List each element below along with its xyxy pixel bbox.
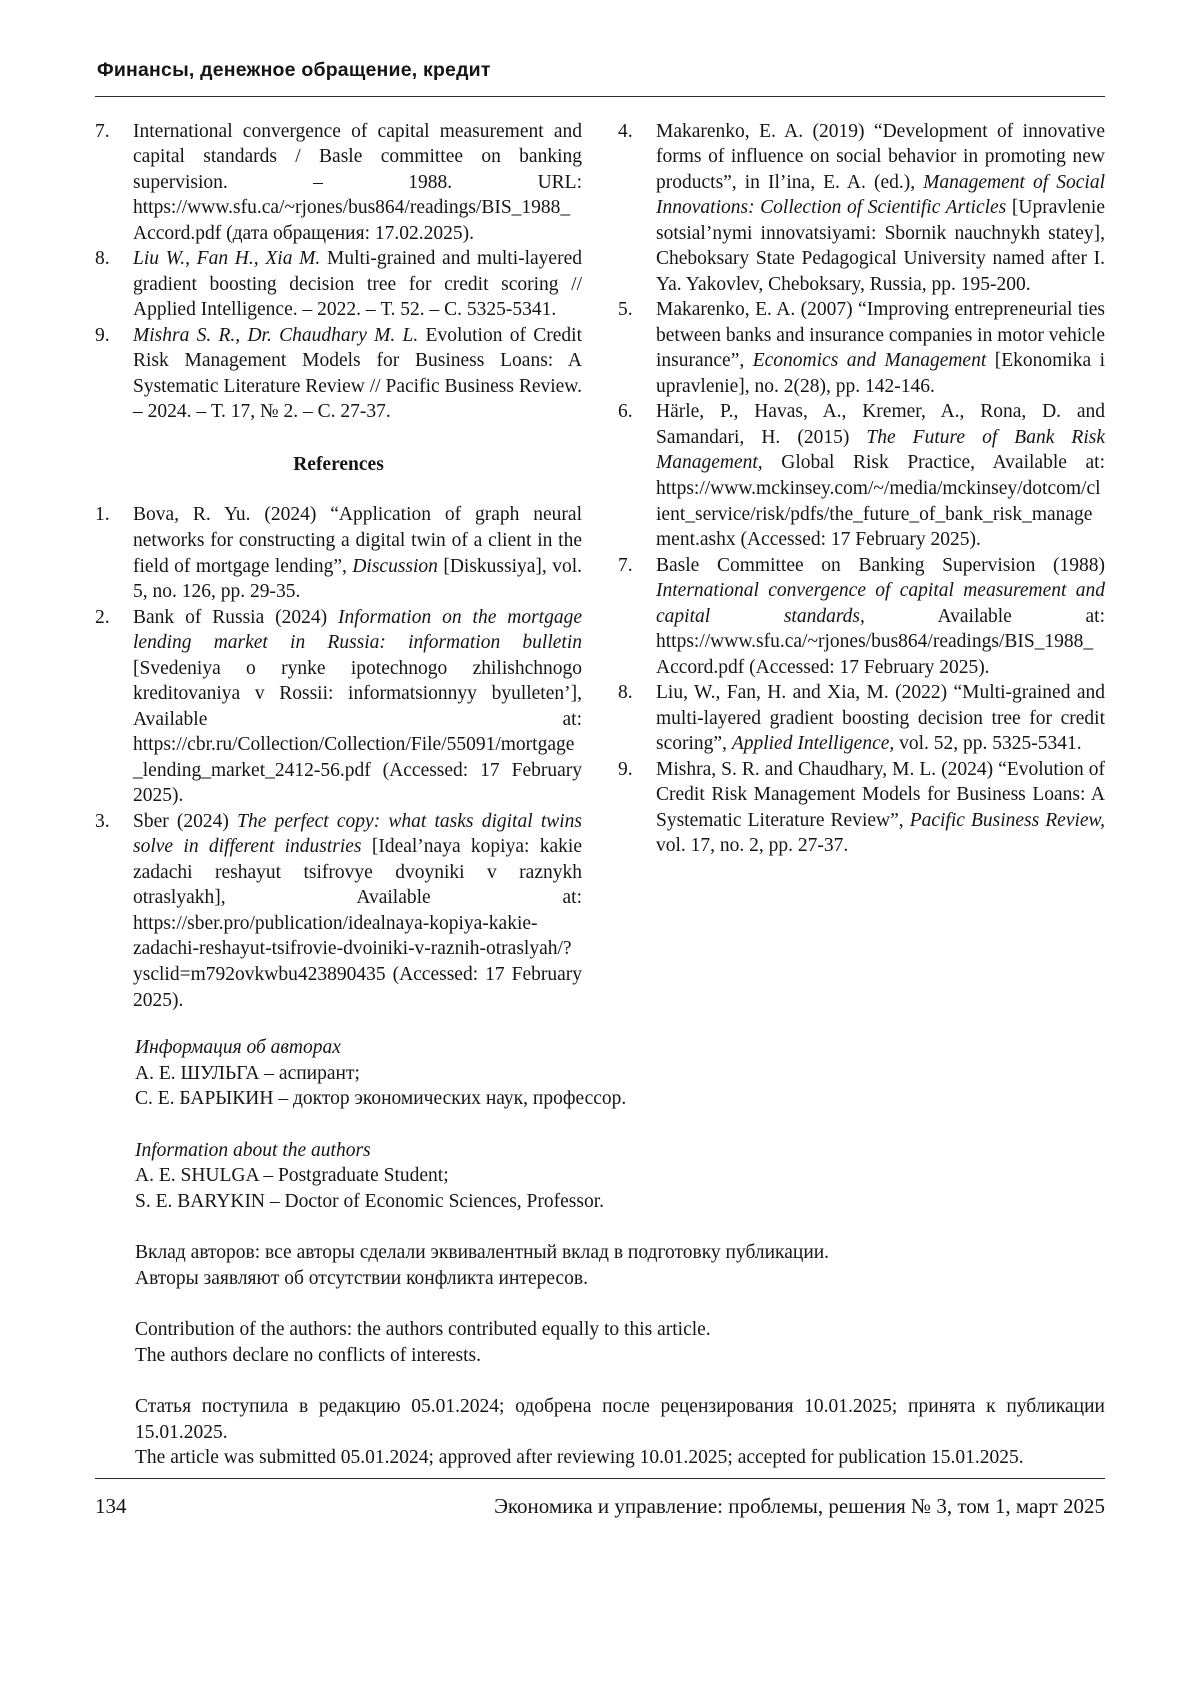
reference-text-segment: Makarenko, E. A. (2007) “Improving entrepreneurial ties between banks and insurance companies in motor vehicle insurance”, bbox=[656, 299, 1105, 372]
english-references-list-part2 bbox=[618, 119, 1105, 859]
reference-text bbox=[133, 119, 582, 247]
footer-row bbox=[95, 1493, 1105, 1521]
reference-text bbox=[656, 399, 1105, 552]
author-line: S. E. BARYKIN – Doctor of Economic Sciences, Professor. bbox=[135, 1190, 605, 1212]
reference-text bbox=[133, 323, 582, 425]
reference-text bbox=[656, 757, 1105, 859]
author-line: С. Е. БАРЫКИН – доктор экономических наук, профессор. bbox=[135, 1088, 627, 1110]
reference-text bbox=[133, 246, 582, 323]
authors-info-en bbox=[135, 1138, 1105, 1215]
reference-text bbox=[656, 297, 1105, 399]
reference-text-italic-segment: Applied Intelligence, bbox=[731, 733, 895, 755]
right-column bbox=[618, 119, 1105, 1014]
reference-text-italic-segment: Liu W., Fan H., Xia M. bbox=[133, 248, 321, 270]
reference-text-segment: vol. 17, no. 2, pp. 27-37. bbox=[656, 835, 849, 857]
reference-text-segment: Makarenko, E. A. (2019) “Development of innovative forms of influence on social behavior in promoting new products”, in Il’ina, E. A. (ed.), bbox=[656, 120, 1105, 193]
reference-text-segment: [Upravlenie sotsial’nymi innovatsiyami: Sbornik nauchnykh statey], Cheboksary State Pedagogical University named after I. Ya. Yakovlev, Cheboksary, Russia, pp. 195-200. bbox=[656, 197, 1105, 295]
reference-item bbox=[618, 757, 1105, 859]
back-matter bbox=[135, 1035, 1105, 1471]
reference-number: 8. bbox=[618, 682, 633, 704]
reference-text bbox=[656, 553, 1105, 681]
contribution-ru bbox=[135, 1240, 1105, 1291]
reference-text-segment: [Ekonomika i upravlenie], no. 2(28), pp. 142-146. bbox=[656, 350, 1105, 397]
reference-number: 5. bbox=[618, 299, 633, 321]
reference-text-italic-segment: Mishra S. R., Dr. Chaudhary M. L. bbox=[133, 324, 419, 346]
reference-text-italic-segment: The perfect copy: what tasks digital twins solve in different industries bbox=[133, 810, 583, 858]
header-rule bbox=[95, 96, 1105, 97]
author-line: A. E. SHULGA – Postgraduate Student; bbox=[135, 1165, 449, 1187]
page-number: 134 bbox=[95, 1494, 127, 1518]
reference-number: 3. bbox=[95, 810, 110, 832]
reference-text-segment: International convergence of capital measurement and capital standards / Basle committee on banking supervision. – 1988. URL: https://www.sfu.ca/~rjones/bus864/readings/BIS_1988_Accord.pdf (дата обращения: 17.02.2025). bbox=[133, 120, 582, 244]
reference-number: 4. bbox=[618, 120, 633, 142]
reference-item bbox=[95, 323, 582, 425]
authors-info-en-heading: Information about the authors bbox=[135, 1139, 371, 1161]
page-header bbox=[95, 58, 1105, 97]
reference-item bbox=[618, 399, 1105, 552]
two-column-references bbox=[95, 119, 1105, 1014]
reference-text-segment: Available at: https://www.sfu.ca/~rjones/bus864/readings/BIS_1988_Accord.pdf (Accessed: 17 February 2025). bbox=[656, 605, 1105, 678]
reference-number: 8. bbox=[95, 248, 110, 270]
reference-item bbox=[95, 605, 582, 809]
references-heading: References bbox=[293, 453, 384, 475]
page-footer bbox=[95, 1478, 1105, 1521]
russian-references-list bbox=[95, 119, 582, 425]
reference-number: 9. bbox=[618, 758, 633, 780]
contribution-line: Contribution of the authors: the authors contributed equally to this article. bbox=[135, 1319, 711, 1341]
reference-text-italic-segment: Information on the mortgage lending market in Russia: information bulletin bbox=[133, 606, 583, 654]
reference-item bbox=[618, 553, 1105, 681]
reference-item bbox=[95, 119, 582, 247]
reference-text-segment: [Svedeniya o rynke ipotechnogo zhilishchnogo kreditovaniya v Rossii: informatsionnyy byulleten’], Available at: https://cbr.ru/Collection/Collection/File/55091/mortgage_lending_market_2412-56.pdf (Accessed: 17 February 2025). bbox=[133, 657, 582, 807]
reference-item bbox=[618, 119, 1105, 298]
reference-text-italic-segment: Management of Social Innovations: Collection of Scientific Articles bbox=[656, 171, 1105, 219]
contribution-line: Авторы заявляют об отсутствии конфликта интересов. bbox=[135, 1267, 588, 1289]
reference-text-segment: Liu, W., Fan, H. and Xia, M. (2022) “Multi-grained and multi-layered gradient boosting decision tree for credit scoring”, bbox=[656, 682, 1105, 755]
dates-line-en: The article was submitted 05.01.2024; approved after reviewing 10.01.2025; accepted for publication 15.01.2025. bbox=[135, 1447, 1024, 1469]
reference-text bbox=[656, 680, 1105, 757]
reference-text-segment: Evolution of Credit Risk Management Models for Business Loans: A Systematic Literature Review // Pacific Business Review. – 2024. – Т. 17, № 2. – С. 27-37. bbox=[133, 324, 582, 423]
dates-line-ru: Статья поступила в редакцию 05.01.2024; одобрена после рецензирования 10.01.2025; принята к публикации 15.01.2025. bbox=[135, 1396, 1105, 1443]
reference-item bbox=[95, 502, 582, 604]
reference-item bbox=[95, 809, 582, 1013]
author-line: А. Е. ШУЛЬГА – аспирант; bbox=[135, 1062, 360, 1084]
reference-text bbox=[133, 605, 582, 809]
reference-text-segment: [Ideal’naya kopiya: kakie zadachi reshayut tsifrovye dvoyniki v raznykh otraslyakh], Available at: https://sber.pro/publication/idealnaya-kopiya-kakie-zadachi-reshayut-tsifrovie-dvoiniki-v-raznih-otraslyah/?ysclid=m792ovkwbu423890435 (Accessed: 17 February 2025). bbox=[133, 836, 582, 1011]
reference-text-italic-segment: Pacific Business Review, bbox=[909, 809, 1105, 831]
reference-text-segment: Härle, P., Havas, A., Kremer, A., Rona, D. and Samandari, H. (2015) bbox=[656, 401, 1105, 448]
reference-number: 2. bbox=[95, 606, 110, 628]
reference-text-segment: Mishra, S. R. and Chaudhary, M. L. (2024) “Evolution of Credit Risk Management Models for Business Loans: A Systematic Literature Review”, bbox=[656, 758, 1105, 831]
reference-number: 9. bbox=[95, 324, 110, 346]
reference-text-italic-segment: International convergence of capital measurement and capital standards, bbox=[656, 580, 1105, 627]
reference-text bbox=[133, 502, 582, 604]
reference-text-italic-segment: Discussion bbox=[352, 555, 438, 577]
reference-text bbox=[656, 119, 1105, 298]
reference-text-segment: vol. 52, pp. 5325-5341. bbox=[894, 733, 1082, 755]
reference-number: 1. bbox=[95, 504, 110, 526]
reference-text-segment: [Diskussiya], vol. 5, no. 126, pp. 29-35. bbox=[133, 555, 583, 603]
reference-text-segment: Bank of Russia (2024) bbox=[133, 606, 339, 628]
reference-text-segment: Sber (2024) bbox=[133, 810, 238, 832]
reference-item bbox=[618, 297, 1105, 399]
authors-info-ru-heading: Информация об авторах bbox=[135, 1037, 341, 1059]
reference-text-segment: Basle Committee on Banking Supervision (1988) bbox=[656, 554, 1105, 576]
journal-title-line: Экономика и управление: проблемы, решения № 3, том 1, март 2025 bbox=[494, 1494, 1105, 1518]
reference-text-segment: Global Risk Practice, Available at: https://www.mckinsey.com/~/media/mckinsey/dotcom/client_service/risk/pdfs/the_future_of_bank_risk_management.ashx (Accessed: 17 February 2025). bbox=[656, 452, 1105, 551]
reference-item bbox=[618, 680, 1105, 757]
section-header-title: Финансы, денежное обращение, кредит bbox=[97, 59, 491, 81]
reference-text-segment: Multi-grained and multi-layered gradient boosting decision tree for credit scoring // Applied Intelligence. – 2022. – Т. 52. – С. 5325-5341. bbox=[133, 248, 582, 321]
reference-text-segment: Bova, R. Yu. (2024) “Application of graph neural networks for constructing a digital twin of a client in the field of mortgage lending”, bbox=[133, 504, 582, 577]
contribution-en bbox=[135, 1317, 1105, 1368]
authors-info-ru bbox=[135, 1035, 1105, 1112]
reference-text bbox=[133, 809, 582, 1013]
reference-number: 7. bbox=[618, 554, 633, 576]
reference-text-italic-segment: The Future of Bank Risk Management, bbox=[656, 426, 1105, 474]
reference-number: 7. bbox=[95, 120, 110, 142]
left-column bbox=[95, 119, 582, 1014]
reference-text-italic-segment: Economics and Management bbox=[752, 350, 987, 372]
contribution-line: Вклад авторов: все авторы сделали эквивалентный вклад в подготовку публикации. bbox=[135, 1242, 830, 1264]
reference-item bbox=[95, 246, 582, 323]
reference-number: 6. bbox=[618, 401, 633, 423]
english-references-list-part1 bbox=[95, 502, 582, 1013]
article-dates-ru bbox=[135, 1394, 1105, 1471]
contribution-line: The authors declare no conflicts of interests. bbox=[135, 1344, 482, 1366]
footer-rule bbox=[95, 1478, 1105, 1479]
